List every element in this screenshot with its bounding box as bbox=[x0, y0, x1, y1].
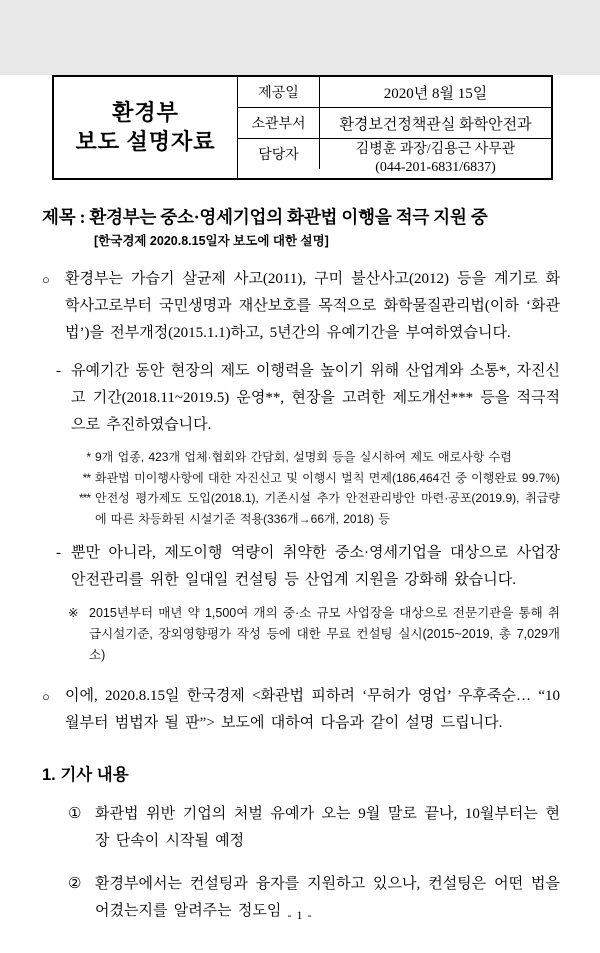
circle-bullet-icon: ○ bbox=[42, 272, 50, 287]
footnote-list bbox=[68, 447, 560, 529]
paragraph-background-1 bbox=[42, 266, 560, 347]
paragraph-text: 환경부는 가습기 살균제 사고(2011), 구미 불산사고(2012) 등을 계기로 화학사고로부터 국민생명과 재산보호를 목적으로 화학물질관리법(이하 ‘화관법’)을 전부개정(2015.1.1)하고, 5년간의 유예기간을 부여하였습니다. bbox=[65, 271, 560, 341]
document-page bbox=[0, 75, 600, 953]
circle-bullet-icon: ○ bbox=[42, 689, 50, 704]
paragraph-text: 이에, 2020.8.15일 한국경제 <화관법 피하려 ‘무허가 영업’ 우후죽순… “10월부터 범법자 될 판”> 보도에 대하여 다음과 같이 설명 드립니다. bbox=[65, 688, 560, 731]
header-info-table bbox=[52, 75, 553, 180]
org-title-line1: 환경부 bbox=[112, 99, 179, 125]
footnote-text: 안전성 평가제도 도입(2018.1), 기존시설 추가 안전관리방안 마련·공포(2019.9), 취급량에 따른 차등화된 시설기준 적용(336개→66개, 2018) 등 bbox=[95, 491, 560, 526]
reference-mark-icon: ※ bbox=[68, 606, 79, 620]
provided-date-value: 2020년 8월 15일 bbox=[320, 77, 551, 108]
contact-phone: (044-201-6831/6837) bbox=[375, 159, 496, 175]
footnote-text: 화관법 미이행사항에 대한 자진신고 및 이행시 벌칙 면제(186,464건 중 이행완료 99.7%) bbox=[95, 470, 560, 485]
contact-value bbox=[320, 139, 551, 178]
note-text: 2015년부터 매년 약 1,500여 개의 중·소 규모 사업장을 대상으로 전문기관을 통해 취급시설기준, 장외영향평가 작성 등에 대한 무료 컨설팅 실시(2015~2019, 총 7,029개소) bbox=[89, 606, 560, 662]
paragraph-text: 유예기간 동안 현장의 제도 이행력을 높이기 위해 산업계와 소통*, 자진신고 기간(2018.11~2019.5) 운영**, 현장을 고려한 제도개선*** 등을 적극적으로 추진하였습니다. bbox=[71, 363, 560, 433]
paragraph-text: 뿐만 아니라, 제도이행 역량이 취약한 중소·영세기업을 대상으로 사업장 안전관리를 위한 일대일 컨설팅 등 산업계 지원을 강화해 왔습니다. bbox=[71, 545, 560, 588]
document-content bbox=[0, 75, 600, 925]
document-subtitle: [한국경제 2020.8.15일자 보도에 대한 설명] bbox=[94, 234, 329, 248]
footnote-1 bbox=[68, 447, 560, 468]
circled-number-1-icon: ① bbox=[68, 806, 82, 822]
circled-number-2-icon: ② bbox=[68, 876, 82, 892]
footnote-3 bbox=[68, 488, 560, 529]
double-asterisk-marker: ** bbox=[82, 470, 90, 485]
org-title-cell bbox=[54, 77, 238, 178]
dash-bullet-icon: - bbox=[56, 545, 61, 561]
provided-date-label: 제공일 bbox=[238, 77, 320, 108]
asterisk-marker: * bbox=[86, 450, 90, 464]
footnote-2 bbox=[68, 468, 560, 489]
org-title-line2: 보도 설명자료 bbox=[75, 128, 216, 154]
paragraph-efforts bbox=[56, 358, 560, 439]
dash-bullet-icon: - bbox=[56, 363, 61, 379]
reference-note bbox=[68, 603, 560, 666]
section-heading-article-content: 1. 기사 내용 bbox=[42, 766, 129, 784]
document-title: 제목 : 환경부는 중소·영세기업의 화관법 이행을 적극 지원 중 bbox=[42, 207, 488, 227]
item-text: 환경부에서는 컨설팅과 융자를 지원하고 있으나, 컨설팅은 어떤 법을 어겼는지를 알려주는 정도임 bbox=[95, 876, 560, 919]
triple-asterisk-marker: *** bbox=[78, 491, 90, 505]
contact-name: 김병훈 과장/김용근 사무관 bbox=[355, 142, 516, 157]
paragraph-consulting bbox=[56, 540, 560, 594]
item-text: 화관법 위반 기업의 처벌 유예가 오는 9월 말로 끝나, 10월부터는 현장 단속이 시작될 예정 bbox=[95, 806, 560, 849]
contact-label: 담당자 bbox=[238, 139, 320, 169]
footnote-text: 9개 업종, 423개 업체·협회와 간담회, 설명회 등을 실시하여 제도 애로사항 수렴 bbox=[95, 450, 512, 464]
department-label: 소관부서 bbox=[238, 108, 320, 139]
article-item-1 bbox=[68, 801, 560, 855]
department-value: 환경보건정책관실 화학안전과 bbox=[320, 108, 551, 139]
page-number: - 1 - bbox=[287, 908, 313, 922]
paragraph-response bbox=[42, 683, 560, 737]
